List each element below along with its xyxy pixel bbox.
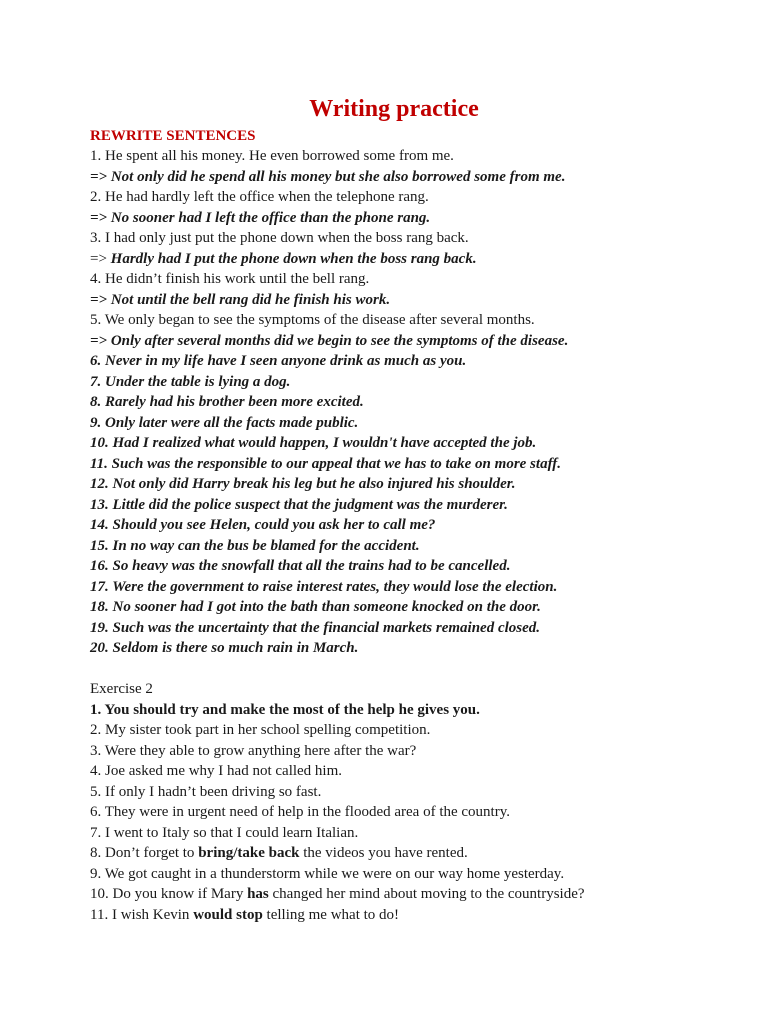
exercise2-item-11-after: telling me what to do! (262, 906, 400, 923)
sentence-7: 7. Under the table is lying a dog. (90, 373, 291, 390)
answer-3 (90, 249, 710, 270)
question-2: 2. He had hardly left the office when the telephone rang. (90, 189, 429, 205)
question-3: 3. I had only just put the phone down when the boss rang back. (90, 230, 469, 246)
exercise2-item-7: 7. I went to Italy so that I could learn Italian. (90, 824, 359, 841)
sentence-10: 10. Had I realized what would happen, I wouldn't have accepted the job. (90, 435, 537, 451)
exercise2-item-1: 1. You should try and make the most of the help he gives you. (90, 701, 480, 718)
sentence-11: 11. Such was the responsible to our appeal that we has to take on more staff. (90, 455, 562, 472)
exercise2-item-10 (90, 884, 710, 905)
section-spacer (90, 659, 710, 680)
exercise2-item-5: 5. If only I hadn’t been driving so fast. (90, 783, 322, 800)
sentence-13: 13. Little did the police suspect that the judgment was the murderer. (90, 496, 508, 513)
exercise2-item-10-after: changed her mind about moving to the countryside? (268, 886, 585, 902)
question-5: 5. We only began to see the symptoms of the disease after several months. (90, 312, 535, 328)
sentence-6: 6. Never in my life have I seen anyone drink as much as you. (90, 353, 467, 369)
sentence-12: 12. Not only did Harry break his leg but he also injured his shoulder. (90, 476, 516, 492)
sentence-19: 19. Such was the uncertainty that the financial markets remained closed. (90, 619, 541, 636)
exercise2-item-9: 9. We got caught in a thunderstorm while we were on our way home yesterday. (90, 865, 565, 882)
answer-2: => No sooner had I left the office than the phone rang. (90, 209, 431, 226)
exercise2-item-2: 2. My sister took part in her school spelling competition. (90, 722, 431, 738)
answer-3-prefix: => (90, 250, 111, 267)
exercise2-item-10-bold: has (247, 886, 269, 902)
sentence-17: 17. Were the government to raise interest rates, they would lose the election. (90, 578, 558, 595)
sentence-15: 15. In no way can the bus be blamed for the accident. (90, 537, 420, 554)
exercise2-item-8-before: 8. Don’t forget to (90, 845, 199, 861)
sentence-14: 14. Should you see Helen, could you ask her to call me? (90, 517, 436, 533)
answer-5: => Only after several months did we begin to see the symptoms of the disease. (90, 332, 569, 349)
sentence-18: 18. No sooner had I got into the bath than someone knocked on the door. (90, 599, 541, 615)
exercise2-item-11-before: 11. I wish Kevin (90, 906, 194, 923)
exercise2-item-3: 3. Were they able to grow anything here after the war? (90, 742, 417, 759)
exercise2-item-8-bold: bring/take back (198, 845, 300, 861)
answer-3-body: Hardly had I put the phone down when the boss rang back. (110, 250, 477, 267)
sentence-8: 8. Rarely had his brother been more excited. (90, 394, 364, 410)
exercise2-item-4: 4. Joe asked me why I had not called him. (90, 763, 343, 779)
answer-4: => Not until the bell rang did he finish his work. (90, 291, 391, 308)
question-4: 4. He didn’t finish his work until the bell rang. (90, 271, 370, 287)
exercise2-item-8-after: the videos you have rented. (299, 845, 468, 861)
sentence-20: 20. Seldom is there so much rain in March. (90, 640, 359, 656)
exercise2-item-8 (90, 843, 710, 864)
page-title: Writing practice (309, 96, 479, 122)
exercise2-item-11-bold: would stop (193, 906, 263, 923)
exercise2-item-6: 6. They were in urgent need of help in the flooded area of the country. (90, 804, 510, 820)
section-heading-rewrite: REWRITE SENTENCES (90, 128, 256, 144)
sentence-9: 9. Only later were all the facts made public. (90, 414, 359, 431)
sentence-16: 16. So heavy was the snowfall that all the trains had to be cancelled. (90, 558, 511, 574)
question-1: 1. He spent all his money. He even borrowed some from me. (90, 148, 454, 164)
exercise2-item-11 (90, 905, 710, 926)
document-page (90, 94, 710, 925)
section-heading-exercise-2: Exercise 2 (90, 681, 153, 697)
exercise2-item-10-before: 10. Do you know if Mary (90, 886, 248, 902)
answer-1: => Not only did he spend all his money but she also borrowed some from me. (90, 168, 566, 185)
